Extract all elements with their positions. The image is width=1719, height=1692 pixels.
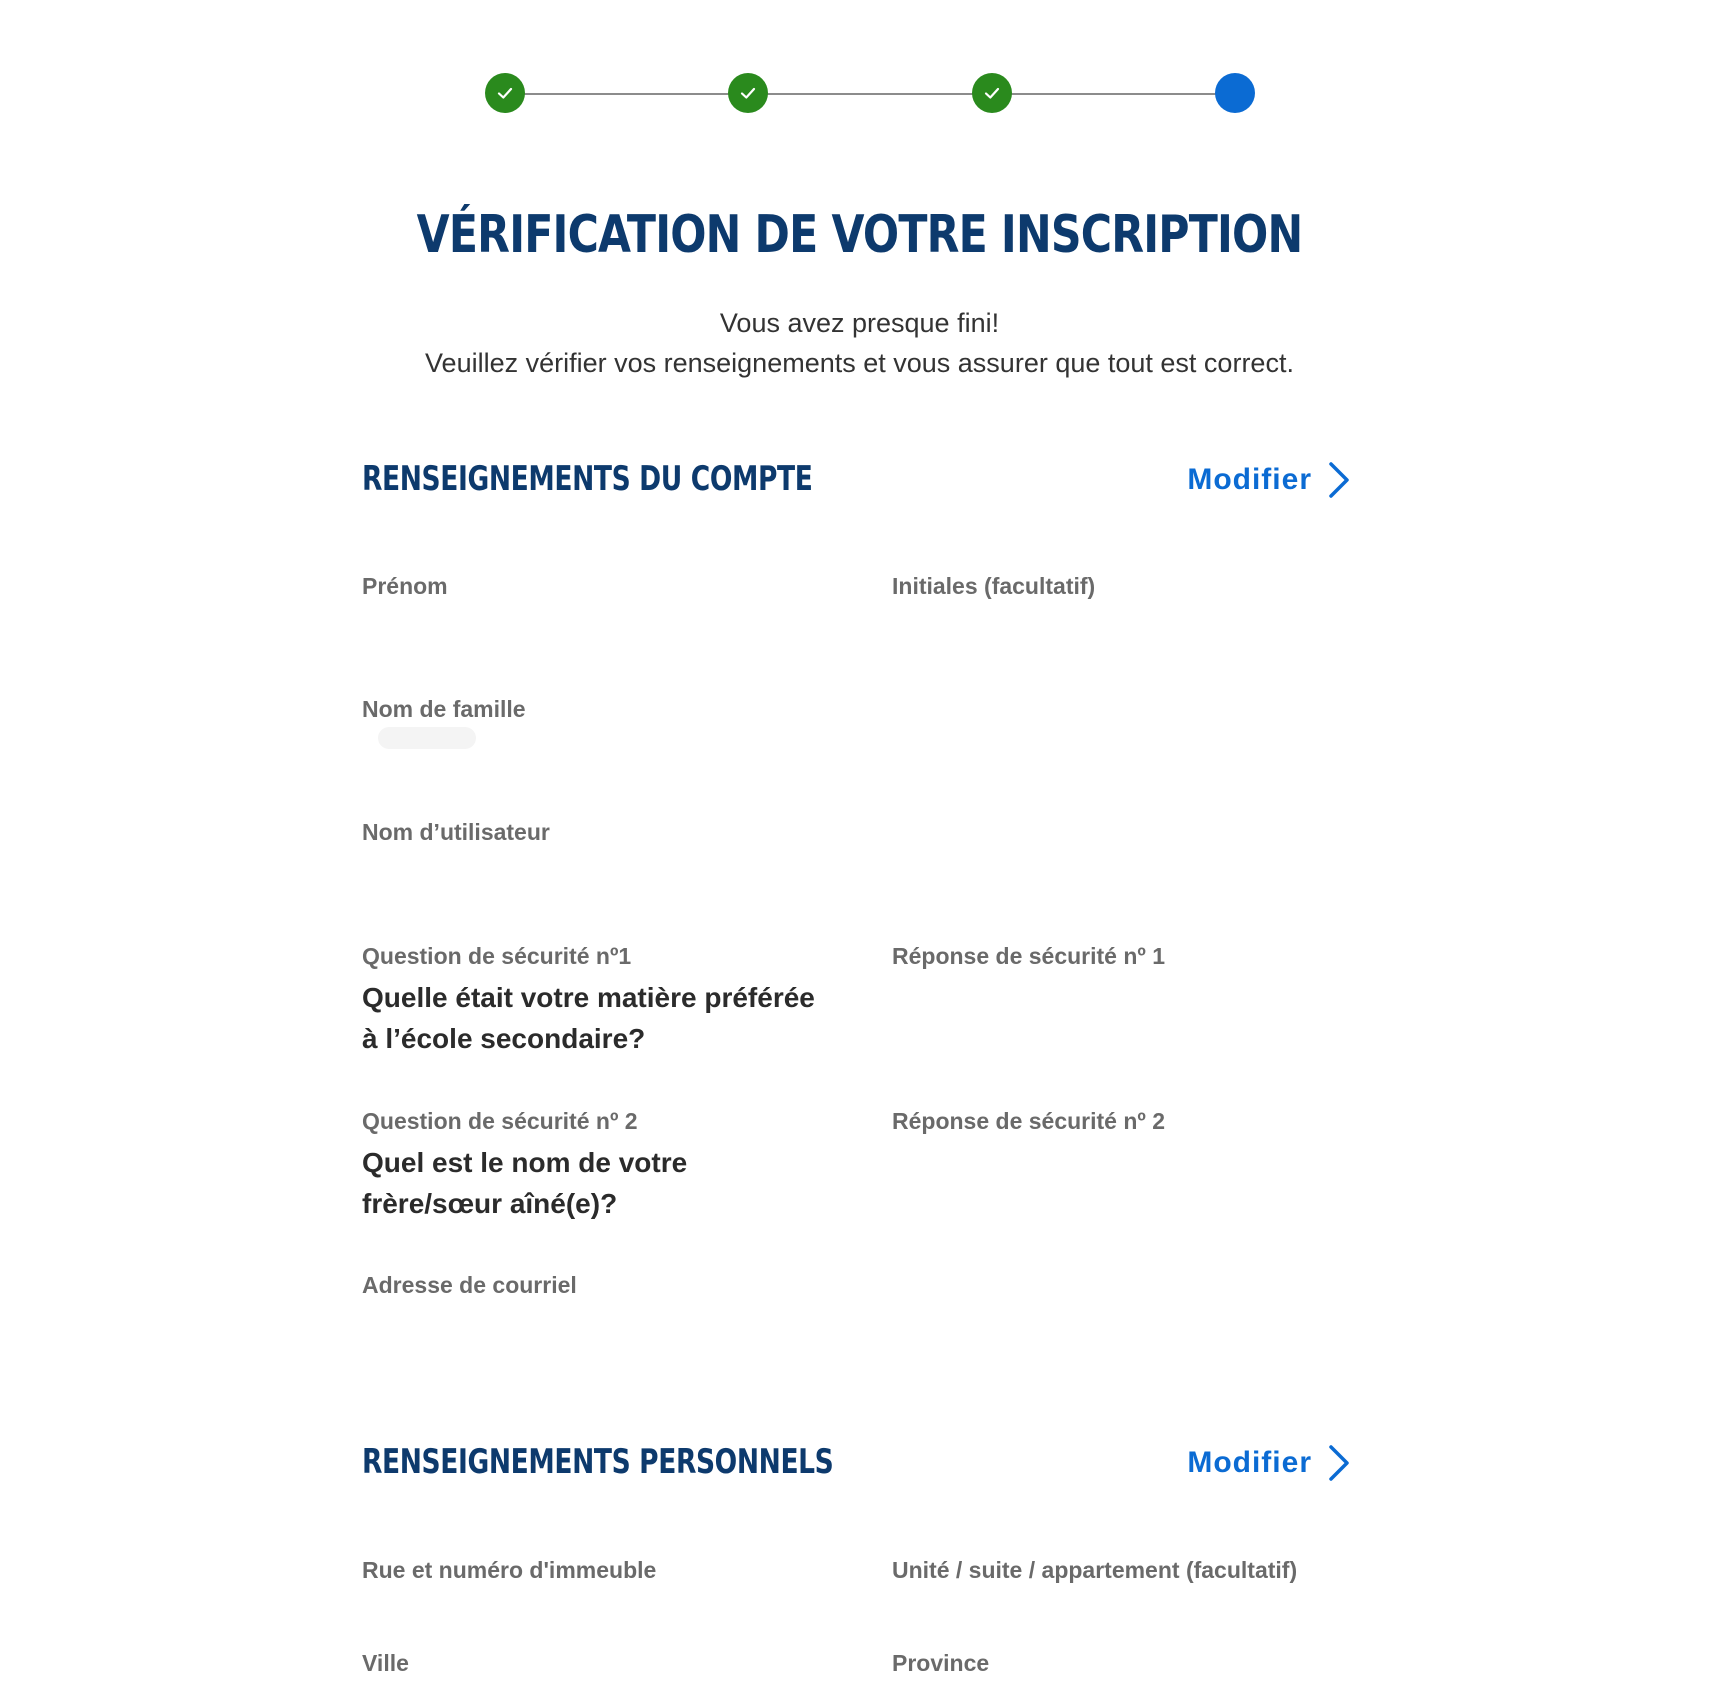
account-modify-link[interactable] xyxy=(1187,455,1352,505)
chevron-right-icon xyxy=(1326,1443,1352,1483)
personal-modify-link[interactable] xyxy=(1187,1438,1352,1488)
step-3-completed xyxy=(972,73,1012,113)
security-question-2-label: Question de sécurité nº 2 xyxy=(362,1108,638,1134)
username-label: Nom d’utilisateur xyxy=(362,819,550,845)
security-answer-1-label: Réponse de sécurité nº 1 xyxy=(892,943,1165,969)
security-question-1-label: Question de sécurité nº1 xyxy=(362,943,632,969)
first-name-label: Prénom xyxy=(362,573,448,599)
page-title: VÉRIFICATION DE VOTRE INSCRIPTION xyxy=(416,205,1303,265)
intro-text xyxy=(0,303,1719,383)
unit-label: Unité / suite / appartement (facultatif) xyxy=(892,1557,1298,1583)
intro-line-2: Veuillez vérifier vos renseignements et vous assurer que tout est correct. xyxy=(425,348,1294,378)
account-section-header xyxy=(362,455,1352,505)
checkmark-icon xyxy=(738,83,758,103)
checkmark-icon xyxy=(495,83,515,103)
email-label: Adresse de courriel xyxy=(362,1272,577,1298)
checkmark-icon xyxy=(982,83,1002,103)
modify-label: Modifier xyxy=(1187,1446,1312,1479)
initials-label: Initiales (facultatif) xyxy=(892,573,1096,599)
account-section-title: RENSEIGNEMENTS DU COMPTE xyxy=(362,459,813,499)
stepper-line xyxy=(505,93,1235,95)
security-answer-2-label: Réponse de sécurité nº 2 xyxy=(892,1108,1165,1134)
step-2-completed xyxy=(728,73,768,113)
step-1-completed xyxy=(485,73,525,113)
chevron-right-icon xyxy=(1326,460,1352,500)
personal-section-header xyxy=(362,1438,1352,1488)
personal-section-title: RENSEIGNEMENTS PERSONNELS xyxy=(362,1442,834,1482)
intro-line-1: Vous avez presque fini! xyxy=(719,308,1000,338)
modify-label: Modifier xyxy=(1187,463,1312,496)
step-4-current xyxy=(1215,73,1255,113)
last-name-redacted-value xyxy=(378,727,476,749)
security-question-1-value: Quelle était votre matière préférée à l’école secondaire? xyxy=(362,982,815,1054)
province-label: Province xyxy=(892,1650,990,1676)
street-label: Rue et numéro d'immeuble xyxy=(362,1557,657,1583)
city-label: Ville xyxy=(362,1650,409,1676)
progress-stepper xyxy=(485,73,1255,113)
security-question-2-value: Quel est le nom de votre frère/sœur aîné(e)? xyxy=(362,1147,688,1219)
last-name-label: Nom de famille xyxy=(362,696,526,722)
